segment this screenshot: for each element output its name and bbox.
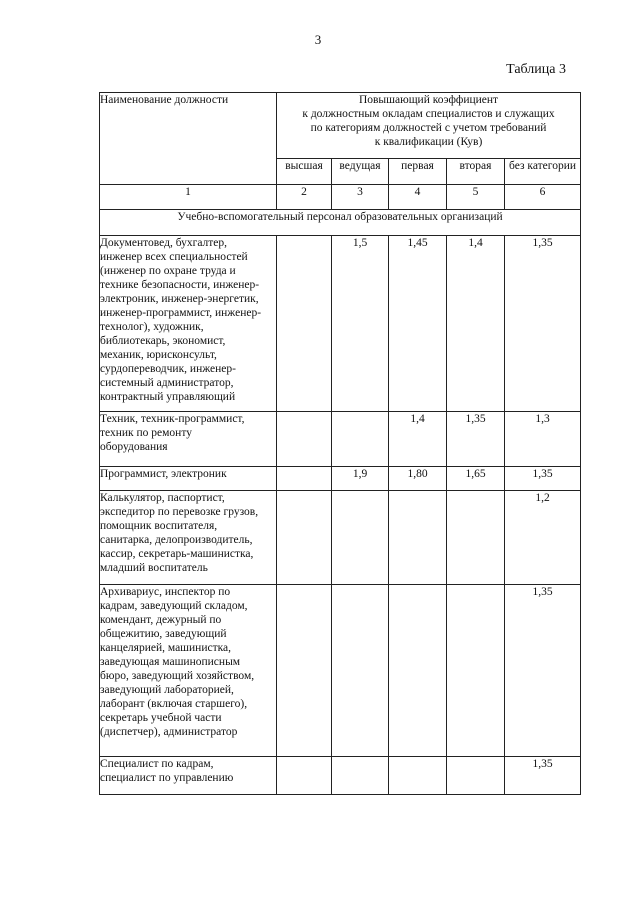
position-name [100, 757, 277, 795]
position-name-line: кассир, секретарь-машинистка, [100, 548, 254, 560]
value-none: 1,35 [505, 236, 581, 412]
value-first [389, 585, 447, 757]
category-first: первая [389, 159, 447, 185]
table-row [100, 467, 581, 491]
value-highest [277, 491, 332, 585]
position-name-line: системный администратор, [100, 377, 234, 389]
value-highest [277, 585, 332, 757]
position-name-line: механик, юрисконсульт, [100, 349, 217, 361]
value-highest [277, 236, 332, 412]
position-name [100, 467, 277, 491]
position-name-line: инженер всех специальностей [100, 251, 248, 263]
position-name [100, 585, 277, 757]
table-row [100, 491, 581, 585]
value-second: 1,4 [447, 236, 505, 412]
position-name-line: заведующая машинописным [100, 656, 241, 668]
position-name-line: секретарь учебной части [100, 712, 222, 724]
position-name-line: лаборант (включая старшего), [100, 698, 248, 710]
value-none: 1,3 [505, 412, 581, 467]
coefficient-table [99, 92, 581, 795]
position-name-line: контрактный управляющий [100, 391, 236, 403]
value-first: 1,4 [389, 412, 447, 467]
position-name-line: Архивариус, инспектор по [100, 586, 231, 598]
position-name-line: Специалист по кадрам, [100, 758, 214, 770]
position-name-line: Калькулятор, паспортист, [100, 492, 225, 504]
column-number: 6 [505, 185, 581, 210]
category-highest: высшая [277, 159, 332, 185]
value-leading [332, 412, 389, 467]
position-name-line: бюро, заведующий хозяйством, [100, 670, 255, 682]
position-name-line: Техник, техник-программист, [100, 413, 245, 425]
position-name-line: экспедитор по перевозке грузов, [100, 506, 259, 518]
value-first [389, 491, 447, 585]
position-name-line: кадрам, заведующий складом, [100, 600, 248, 612]
value-none: 1,35 [505, 467, 581, 491]
table-row [100, 412, 581, 467]
value-second: 1,35 [447, 412, 505, 467]
value-leading [332, 585, 389, 757]
position-name-line: оборудования [100, 441, 168, 453]
position-name [100, 491, 277, 585]
value-first: 1,45 [389, 236, 447, 412]
position-name [100, 412, 277, 467]
value-leading: 1,5 [332, 236, 389, 412]
position-name-line: (диспетчер), администратор [100, 726, 238, 738]
coefficient-header-line: Повышающий коэффициент [358, 94, 499, 106]
column-number: 2 [277, 185, 332, 210]
position-name-line: младший воспитатель [100, 562, 208, 574]
data-rows [100, 236, 581, 795]
column-number: 4 [389, 185, 447, 210]
position-name-line: технике безопасности, инженер- [100, 279, 260, 291]
position-name-line: Программист, электроник [100, 468, 227, 480]
position-name [100, 236, 277, 412]
position-name-line: заведующий лабораторией, [100, 684, 234, 696]
position-name-line: библиотекарь, экономист, [100, 335, 226, 347]
value-leading [332, 757, 389, 795]
column-number: 1 [100, 185, 277, 210]
position-name-line: санитарка, делопроизводитель, [100, 534, 253, 546]
position-header: Наименование должности [100, 93, 277, 185]
category-leading: ведущая [332, 159, 389, 185]
value-second [447, 757, 505, 795]
value-none: 1,2 [505, 491, 581, 585]
section-title: Учебно-вспомогательный персонал образовательных организаций [100, 210, 581, 236]
value-none: 1,35 [505, 585, 581, 757]
position-name-line: канцелярией, машинистка, [100, 642, 232, 654]
position-name-line: (инженер по охране труда и [100, 265, 236, 277]
position-name-line: сурдопереводчик, инженер- [100, 363, 236, 375]
value-none: 1,35 [505, 757, 581, 795]
value-second [447, 585, 505, 757]
coefficient-header [277, 93, 581, 159]
value-first [389, 757, 447, 795]
position-name-line: Документовед, бухгалтер, [100, 237, 228, 249]
table-caption: Таблица 3 [506, 62, 566, 77]
value-leading: 1,9 [332, 467, 389, 491]
table-row [100, 757, 581, 795]
coefficient-header-line: по категориям должностей с учетом требований [310, 122, 547, 134]
table-row [100, 236, 581, 412]
column-number: 5 [447, 185, 505, 210]
position-name-line: специалист по управлению [100, 772, 234, 784]
value-second [447, 491, 505, 585]
position-name-line: комендант, дежурный по [100, 614, 222, 626]
table-row [100, 585, 581, 757]
value-highest [277, 757, 332, 795]
coefficient-header-line: к должностным окладам специалистов и служащих [302, 108, 555, 120]
position-name-line: инженер-программист, инженер- [100, 307, 262, 319]
value-first: 1,80 [389, 467, 447, 491]
position-name-line: электроник, инженер-энергетик, [100, 293, 259, 305]
column-number: 3 [332, 185, 389, 210]
position-name-line: технолог), художник, [100, 321, 204, 333]
value-highest [277, 412, 332, 467]
value-highest [277, 467, 332, 491]
value-leading [332, 491, 389, 585]
category-none: без категории [505, 159, 581, 185]
position-name-line: помощник воспитателя, [100, 520, 218, 532]
coefficient-header-line: к квалификации (Кув) [374, 136, 483, 148]
page-number: 3 [314, 32, 322, 47]
position-name-line: техник по ремонту [100, 427, 192, 439]
position-name-line: общежитию, заведующий [100, 628, 227, 640]
value-second: 1,65 [447, 467, 505, 491]
category-second: вторая [447, 159, 505, 185]
